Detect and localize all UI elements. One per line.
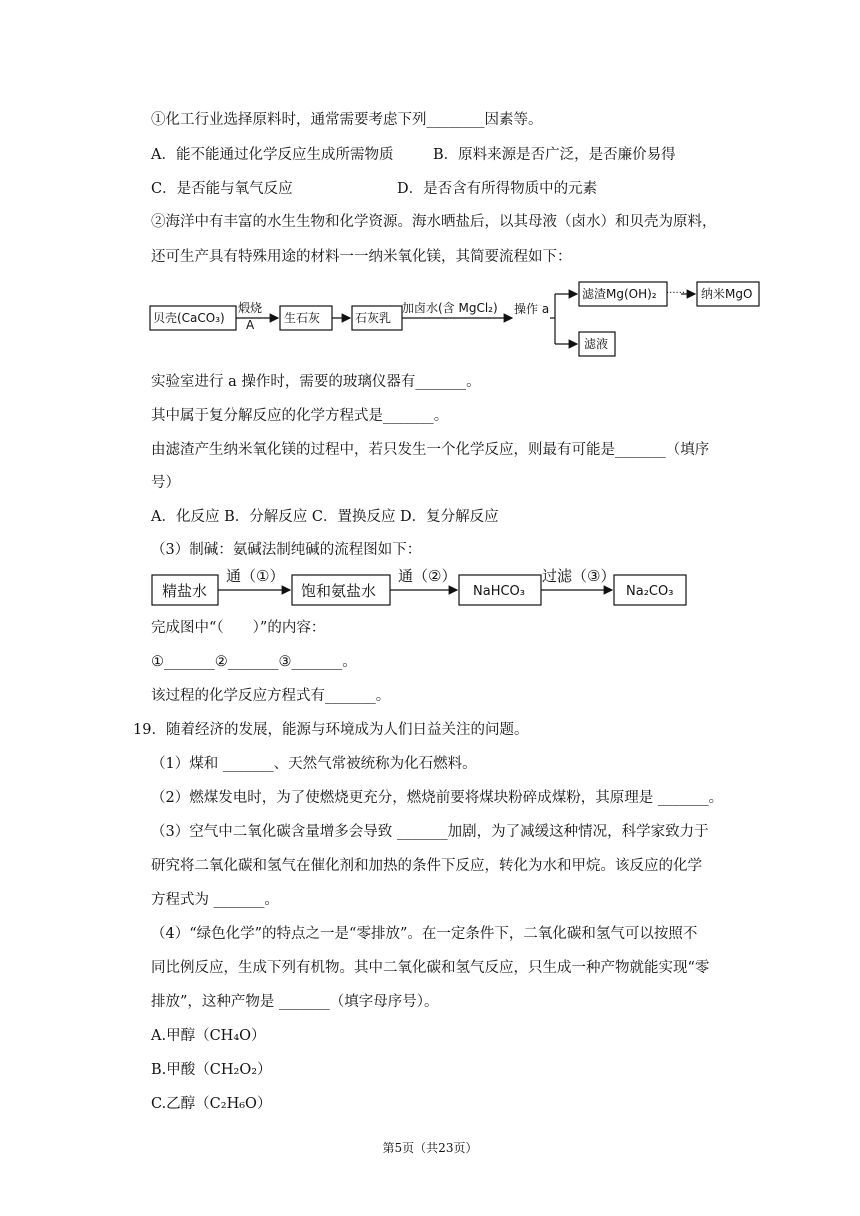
line-residue-reaction-cont: 号）: [151, 475, 180, 491]
flow-diagram-soda: [140, 565, 700, 615]
q19-part3-cont2: 方程式为 _______。: [151, 892, 279, 908]
line-reaction-options: A．化反应 B．分解反应 C．置换反应 D．复分解反应: [151, 509, 499, 525]
page-footer: 第5页（共23页）: [382, 1141, 478, 1155]
q19-option-c: C.乙醇（C₂H₆O）: [151, 1096, 272, 1112]
label-dots: ······: [666, 288, 686, 299]
label-calcine: 煅烧: [238, 301, 263, 315]
label-limemilk: 石灰乳: [355, 311, 392, 325]
question-19: 19．随着经济的发展，能源与环境成为人们日益关注的问题。: [133, 722, 529, 738]
line-residue-reaction: 由滤渣产生纳米氧化镁的过程中，若只发生一个化学反应，则最有可能是_______（填序: [151, 442, 710, 458]
q19-part4-cont: 同比例反应，生成下列有机物。其中二氧化碳和氢气反应，只生成一种产物就能实现“零: [151, 960, 710, 976]
option-a: A．能不能通过化学反应生成所需物质: [151, 147, 394, 163]
label-filtrate: 滤液: [584, 337, 609, 351]
q19-part3-cont: 研究将二氧化碳和氢气在催化剂和加热的条件下反应，转化为水和甲烷。该反应的化学: [151, 858, 702, 874]
option-b: B．原料来源是否广泛，是否廉价易得: [433, 147, 676, 163]
line-q2-intro-cont: 还可生产具有特殊用途的材料一一纳米氧化镁，其简要流程如下：: [151, 249, 572, 265]
q19-part4: （4）“绿色化学”的特点之一是“零排放”。在一定条件下，二氧化碳和氢气可以按照不: [151, 926, 698, 942]
q19-part1: （1）煤和 _______、天然气常被统称为化石燃料。: [151, 756, 477, 772]
q19-option-b: B.甲酸（CH₂O₂）: [151, 1062, 272, 1078]
label-residue: 滤渣Mg(OH)₂: [582, 287, 657, 301]
flow-diagram-mgo: [140, 276, 780, 362]
option-c: C．是否能与氧气反应: [151, 181, 293, 197]
label-step3: 过滤（③）: [542, 567, 616, 585]
label-nano-mgo: 纳米MgO: [701, 287, 753, 301]
line-blanks: ①_______②_______③_______。: [151, 654, 357, 670]
line-q1: ①化工行业选择原料时，通常需要考虑下列________因素等。: [151, 112, 543, 128]
label-calcine-sub: A: [246, 318, 255, 332]
q19-part3: （3）空气中二氧化碳含量增多会导致 _______加剧，为了减缓这种情况，科学家致力于: [151, 824, 709, 840]
label-saturated: 饱和氨盐水: [301, 582, 377, 600]
label-operation: 操作 a: [514, 302, 550, 316]
q19-part2: （2）燃煤发电时，为了使燃烧更充分，燃烧前要将煤块粉碎成煤粉，其原理是 _______。: [151, 790, 724, 806]
label-shell: 贝壳(CaCO₃): [153, 311, 225, 325]
q19-part4-cont2: 排放”，这种产物是 _______（填字母序号）。: [151, 994, 439, 1010]
line-equations: 该过程的化学反应方程式有_______。: [151, 688, 391, 704]
label-quicklime: 生石灰: [284, 311, 321, 325]
label-step2: 通（②）: [398, 567, 457, 585]
label-step1: 通（①）: [226, 567, 285, 585]
option-d: D．是否含有所得物质中的元素: [397, 181, 598, 197]
line-q2-intro: ②海洋中有丰富的水生生物和化学资源。海水晒盐后，以其母液（卤水）和贝壳为原料，: [151, 214, 717, 230]
label-na2co3: Na₂CO₃: [626, 584, 674, 599]
q19-option-a: A.甲醇（CH₄O）: [151, 1028, 266, 1044]
label-brine: 精盐水: [162, 582, 208, 600]
label-nahco3: NaHCO₃: [473, 584, 525, 599]
line-operation-a: 实验室进行 a 操作时，需要的玻璃仪器有_______。: [151, 374, 481, 390]
line-double-decomp: 其中属于复分解反应的化学方程式是_______。: [151, 408, 449, 424]
line-complete-diagram: 完成图中“（ ）”的内容：: [151, 620, 326, 636]
line-q3-intro: （3）制碱：氨碱法制纯碱的流程图如下：: [151, 542, 422, 558]
label-add-brine: 加卤水(含 MgCl₂): [402, 301, 498, 315]
